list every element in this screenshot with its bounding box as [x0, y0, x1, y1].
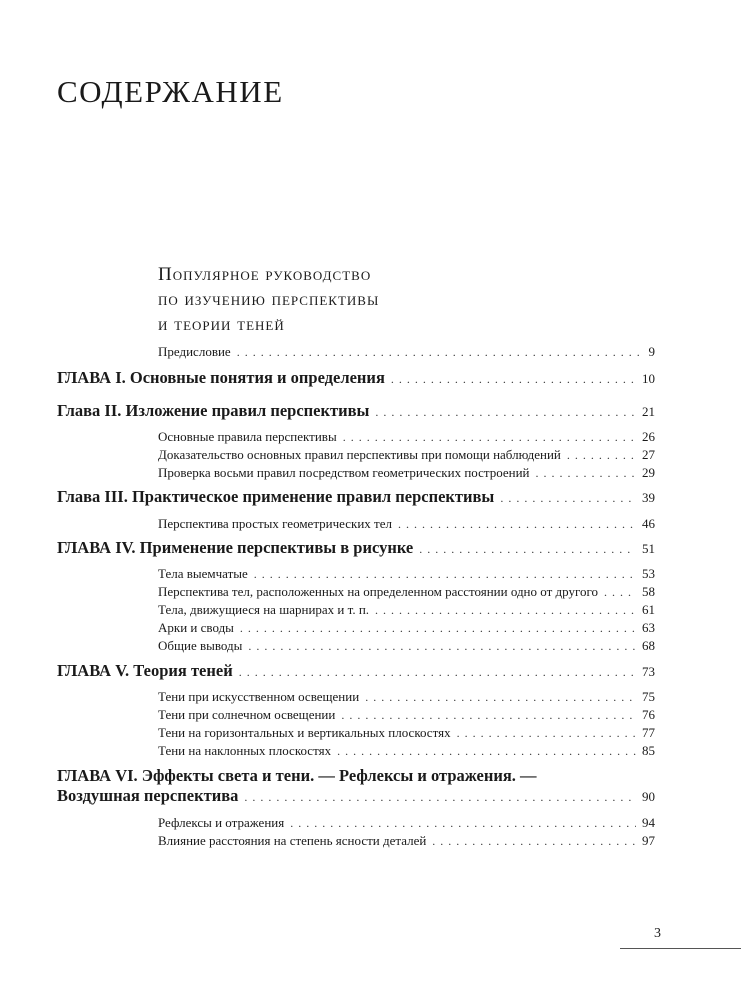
toc-section[interactable] — [158, 638, 655, 654]
toc-page-number: 94 — [642, 815, 655, 830]
toc-section[interactable] — [158, 689, 655, 705]
toc-page-number: 46 — [642, 516, 655, 531]
dot-leader — [244, 786, 636, 806]
toc-label: Влияние расстояния на степень ясности деталей — [158, 833, 427, 848]
dot-leader — [365, 689, 636, 705]
toc-label: Проверка восьми правил посредством геометрических построений — [158, 465, 530, 480]
toc-label: ГЛАВА I. Основные понятия и определения — [57, 368, 385, 387]
toc-page-number: 29 — [642, 465, 655, 480]
page-title: СОДЕРЖАНИЕ — [57, 74, 284, 109]
toc-label: Перспектива простых геометрических тел — [158, 516, 392, 531]
toc-label: Глава III. Практическое применение правил перспективы — [57, 487, 495, 506]
dot-leader — [398, 516, 636, 532]
dot-leader — [419, 538, 636, 558]
toc-page-number: 53 — [642, 566, 655, 581]
toc-section[interactable] — [158, 725, 655, 741]
footer-rule — [620, 948, 741, 949]
toc-label: ГЛАВА V. Теория теней — [57, 661, 233, 680]
dot-leader — [341, 707, 636, 723]
toc-label: Перспектива тел, расположенных на определенном расстоянии одно от другого — [158, 584, 598, 599]
dot-leader — [536, 465, 636, 481]
dot-leader — [248, 638, 636, 654]
toc-label: Глава II. Изложение правил перспективы — [57, 401, 370, 420]
toc-page-number: 68 — [642, 638, 655, 653]
dot-leader — [337, 743, 636, 759]
toc-page-number: 21 — [642, 404, 655, 419]
book-title-line-3: и теории теней — [158, 314, 285, 335]
toc-page-number: 77 — [642, 725, 655, 740]
toc-section[interactable] — [158, 584, 655, 600]
dot-leader — [457, 725, 636, 741]
toc-chapter-4[interactable] — [57, 538, 655, 558]
toc-section[interactable] — [158, 743, 655, 759]
toc-section[interactable] — [158, 620, 655, 636]
toc-section[interactable] — [158, 833, 655, 849]
page-number: 3 — [654, 926, 661, 941]
dot-leader — [239, 661, 636, 681]
toc-chapter-6-line-1[interactable]: ГЛАВА VI. Эффекты света и тени. — Рефлексы и отражения. — — [57, 766, 537, 785]
toc-label: Общие выводы — [158, 638, 243, 653]
toc-section[interactable] — [158, 602, 655, 618]
toc-page-number: 61 — [642, 602, 655, 617]
toc-chapter-3[interactable] — [57, 487, 655, 507]
toc-label: Доказательство основных правил перспективы при помощи наблюдений — [158, 447, 561, 462]
book-title-line-2: по изучению перспективы — [158, 289, 380, 310]
toc-page-number: 63 — [642, 620, 655, 635]
toc-page-number: 51 — [642, 541, 655, 556]
toc-section[interactable] — [158, 447, 655, 463]
dot-leader — [375, 401, 636, 421]
dot-leader — [432, 833, 636, 849]
toc-page-number: 39 — [642, 490, 655, 505]
dot-leader — [254, 566, 636, 582]
toc-page-number: 10 — [642, 371, 655, 386]
toc-label: ГЛАВА IV. Применение перспективы в рисунке — [57, 538, 414, 557]
toc-section[interactable] — [158, 465, 655, 481]
toc-section[interactable] — [158, 815, 655, 831]
toc-chapter-1[interactable] — [57, 368, 655, 388]
toc-label: Воздушная перспектива — [57, 786, 239, 805]
toc-page-number: 27 — [642, 447, 655, 462]
toc-label: Тени на наклонных плоскостях — [158, 743, 332, 758]
book-title — [158, 262, 379, 337]
toc-label: Тени на горизонтальных и вертикальных плоскостях — [158, 725, 451, 740]
toc-page-number: 58 — [642, 584, 655, 599]
toc-page-number: 75 — [642, 689, 655, 704]
toc-section[interactable] — [158, 707, 655, 723]
toc-label: Тела выемчатые — [158, 566, 248, 581]
toc-chapter-6[interactable] — [57, 786, 655, 806]
toc-label: Тени при искусственном освещении — [158, 689, 360, 704]
dot-leader — [240, 620, 636, 636]
toc-entry-preface[interactable] — [158, 344, 655, 360]
book-title-line-1: Популярное руководство — [158, 264, 372, 285]
toc-section[interactable] — [158, 516, 655, 532]
dot-leader — [500, 487, 636, 507]
dot-leader — [567, 447, 636, 463]
toc-label: Рефлексы и отражения — [158, 815, 285, 830]
dot-leader — [343, 429, 636, 445]
toc-section[interactable] — [158, 566, 655, 582]
dot-leader — [391, 368, 636, 388]
toc-chapter-5[interactable] — [57, 661, 655, 681]
toc-page-number: 26 — [642, 429, 655, 444]
toc-label: Тела, движущиеся на шарнирах и т. п. — [158, 602, 370, 617]
toc-page-number: 76 — [642, 707, 655, 722]
toc-label: Основные правила перспективы — [158, 429, 337, 444]
toc-page-number: 85 — [642, 743, 655, 758]
toc-page-number: 9 — [648, 344, 655, 359]
toc-chapter-2[interactable] — [57, 401, 655, 421]
toc-section[interactable] — [158, 429, 655, 445]
toc-page-number: 97 — [642, 833, 655, 848]
toc-label: Предисловие — [158, 344, 231, 359]
toc-label: Арки и своды — [158, 620, 234, 635]
dot-leader — [237, 344, 643, 360]
toc-page-number: 73 — [642, 664, 655, 679]
toc-label: Тени при солнечном освещении — [158, 707, 336, 722]
dot-leader — [375, 602, 636, 618]
dot-leader — [604, 584, 636, 600]
dot-leader — [290, 815, 636, 831]
toc-page-number: 90 — [642, 789, 655, 804]
